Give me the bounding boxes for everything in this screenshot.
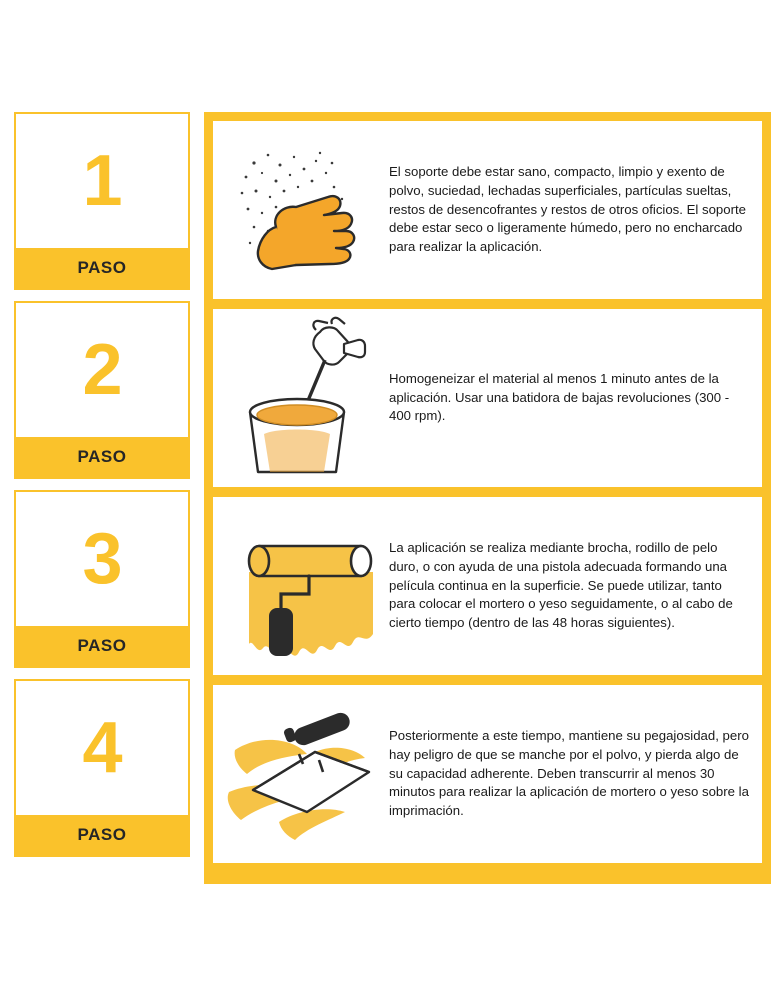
paint-roller-icon bbox=[219, 503, 389, 669]
step-text-1 bbox=[389, 163, 754, 257]
step-number-card-2 bbox=[14, 301, 190, 479]
step-label-2: PASO bbox=[16, 437, 188, 477]
step-content-card-4 bbox=[213, 685, 762, 863]
step-content-card-1 bbox=[213, 121, 762, 299]
mixer-bucket-icon bbox=[219, 315, 389, 481]
step-paragraph-2: Homogeneizar el material al menos 1 minuto antes de la aplicación. Usar una batidora de bajas revoluciones (300 - 400 rpm). bbox=[389, 370, 730, 424]
step-paragraph-4: Posteriormente a este tiempo, mantiene su pegajosidad, pero hay peligro de que se manche por el polvo, y pierda algo de su capacidad adherente. Deben transcurrir al menos 30 minutos para realizar la aplicación de mortero o yeso sobre la imprimación. bbox=[389, 728, 749, 819]
step-number-1: 1 bbox=[82, 141, 122, 221]
step-label-4: PASO bbox=[16, 815, 188, 855]
steps-container bbox=[0, 112, 771, 884]
step-label-1: PASO bbox=[16, 248, 188, 288]
step-label-3: PASO bbox=[16, 626, 188, 666]
step-number-card-4 bbox=[14, 679, 190, 857]
step-content-column bbox=[204, 112, 771, 884]
hand-cleaning-surface-icon bbox=[219, 127, 389, 293]
step-numbers-column bbox=[0, 112, 198, 884]
step-number-2: 2 bbox=[82, 330, 122, 410]
step-number-card-3 bbox=[14, 490, 190, 668]
step-number-4: 4 bbox=[82, 708, 122, 788]
step-content-card-2 bbox=[213, 309, 762, 487]
step-text-3 bbox=[389, 539, 754, 633]
trowel-icon bbox=[219, 691, 389, 857]
step-text-4 bbox=[389, 727, 754, 821]
step-paragraph-1: El soporte debe estar sano, compacto, limpio y exento de polvo, suciedad, lechadas superficiales, partículas sueltas, restos de desencofrantes y restos de otros oficios. El soporte debe estar seco o ligeramente húmedo, pero no encharcado para realizar la aplicación. bbox=[389, 164, 746, 255]
step-paragraph-3: La aplicación se realiza mediante brocha, rodillo de pelo duro, o con ayuda de una pistola adecuada formando una película continua en la superficie. Se puede utilizar, tanto para colocar el mortero o yeso seguidamente, o al cabo de cierto tiempo (dentro de las 48 horas siguientes). bbox=[389, 540, 733, 631]
step-content-card-3 bbox=[213, 497, 762, 675]
step-text-2 bbox=[389, 370, 754, 426]
step-number-card-1 bbox=[14, 112, 190, 290]
step-number-3: 3 bbox=[82, 519, 122, 599]
